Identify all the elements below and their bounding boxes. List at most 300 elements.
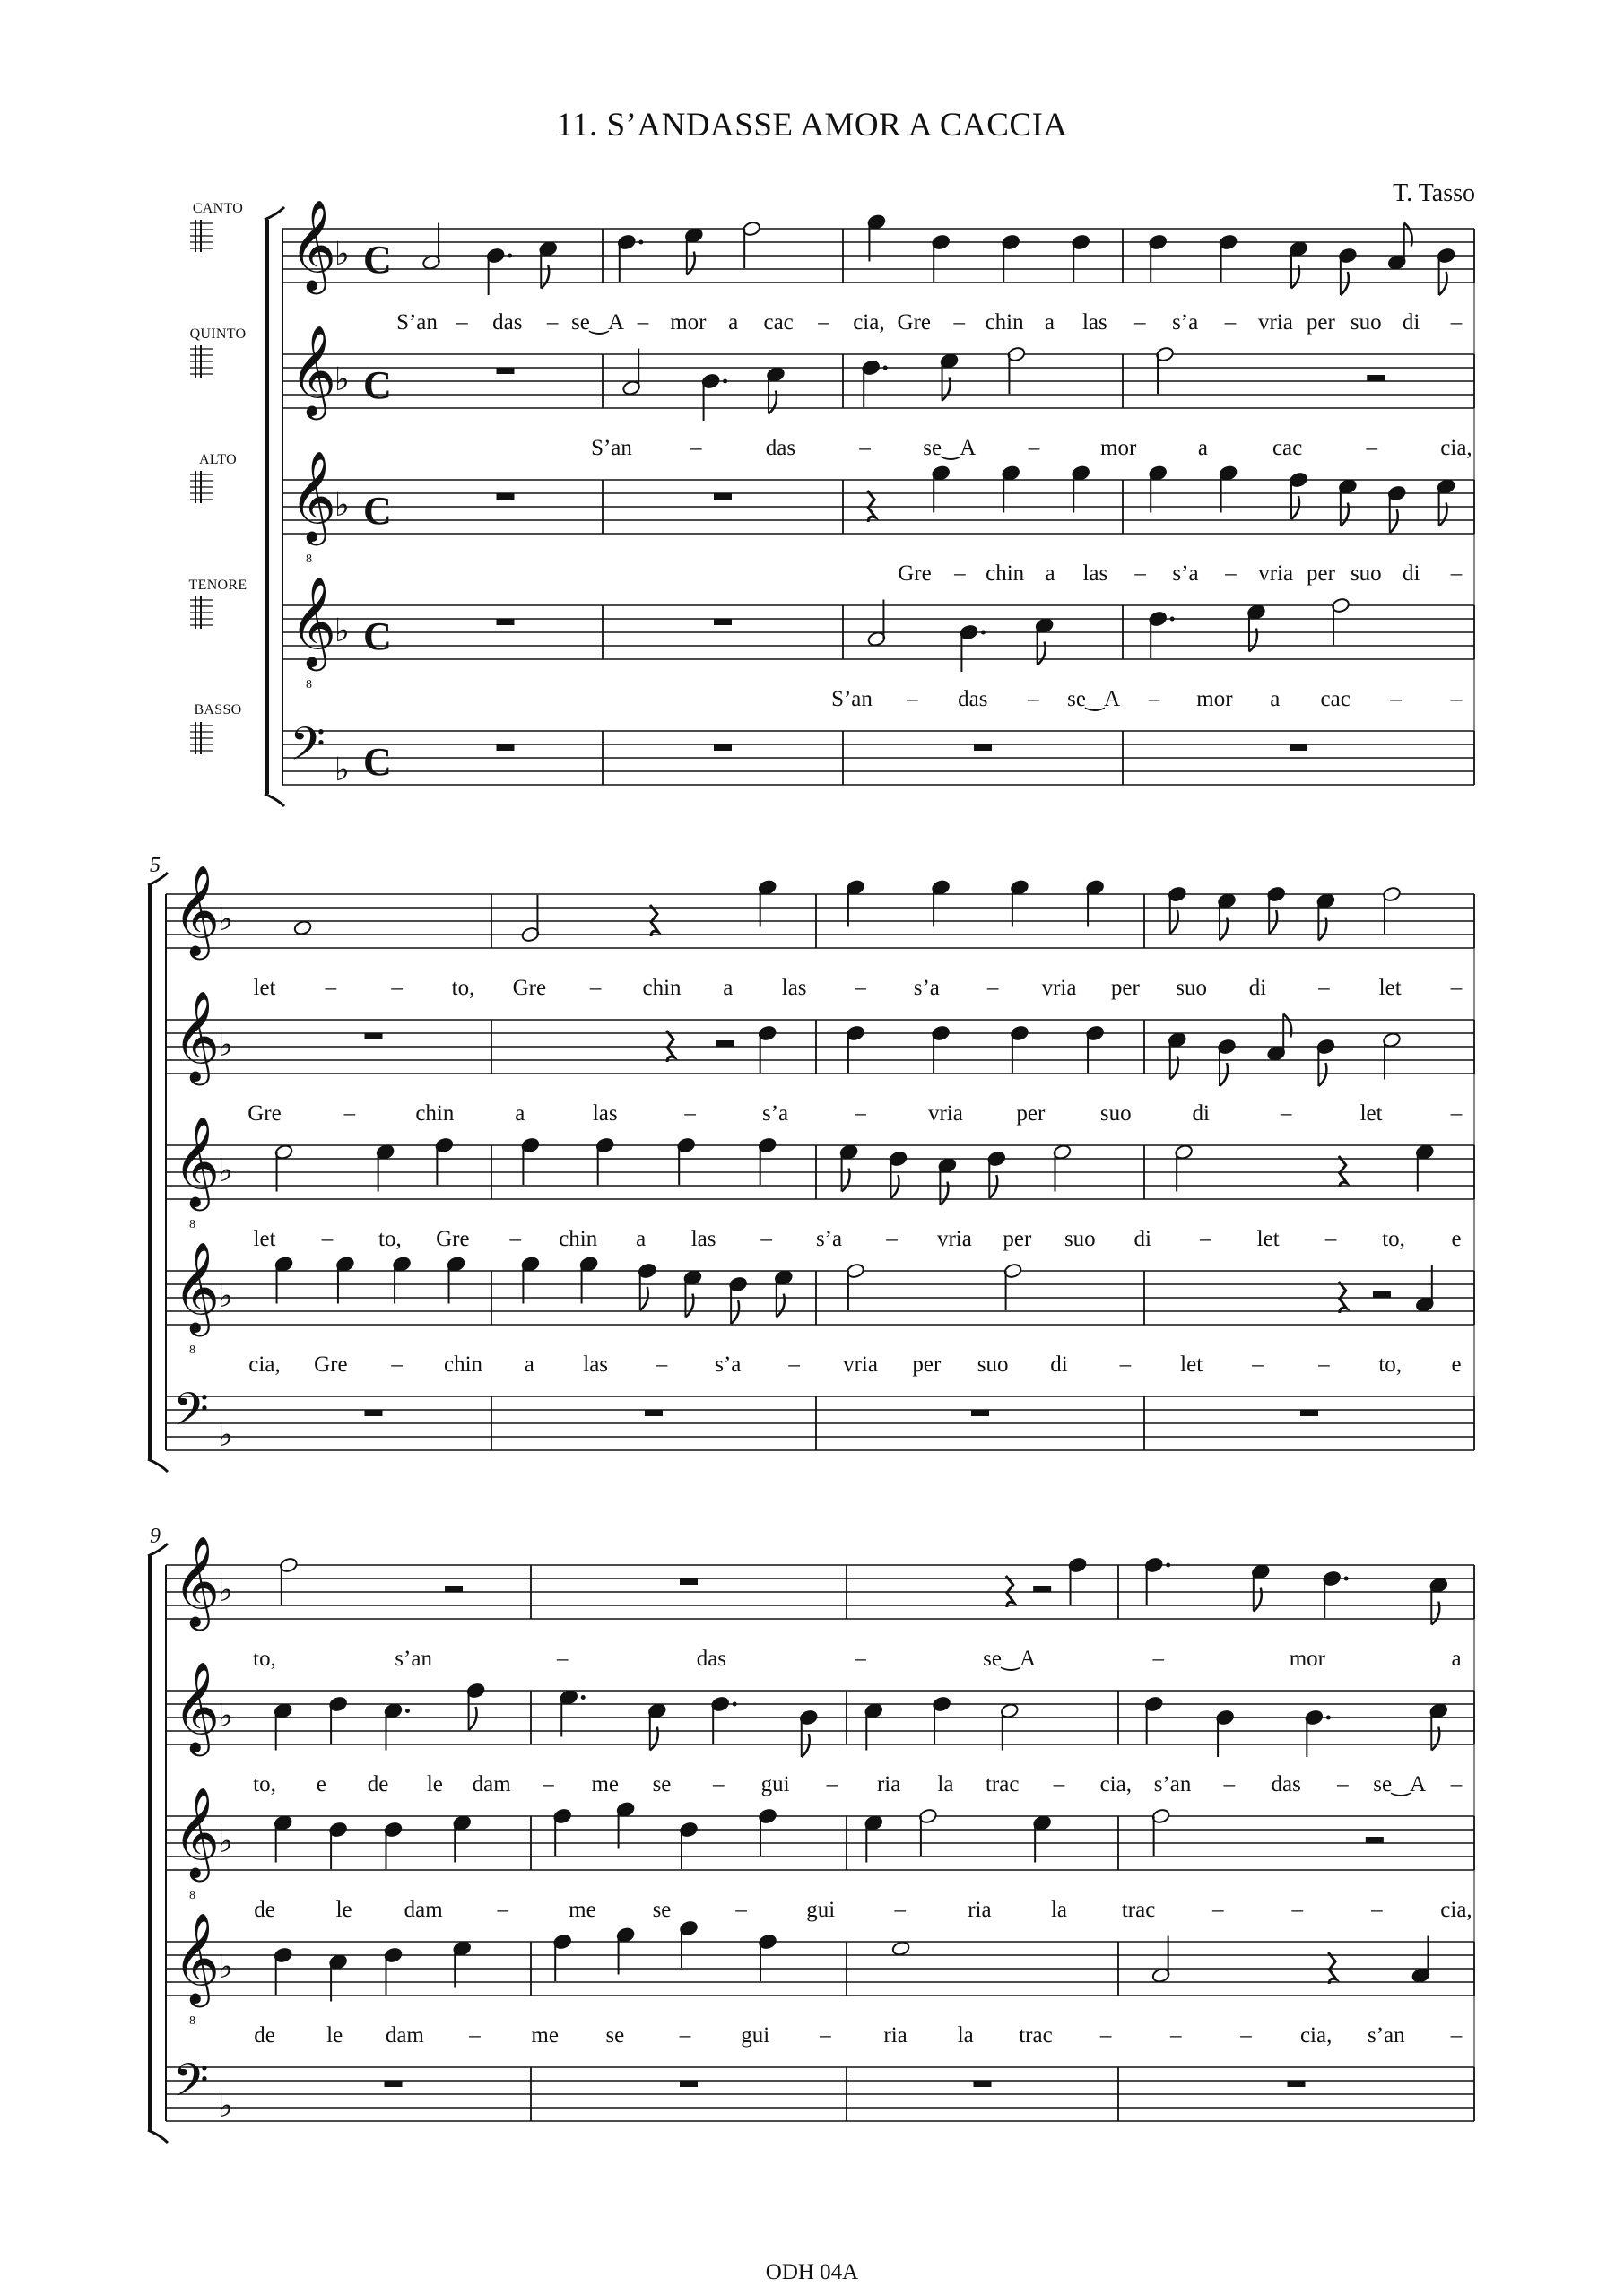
voice-label-basso: BASSO (194, 702, 242, 718)
lyric-syllable: dam (404, 1898, 443, 1922)
treble-clef-icon: 𝄞 (173, 1660, 221, 1752)
treble-clef-icon: 𝄞 (290, 198, 337, 291)
lyric-syllable: dam (472, 1772, 511, 1796)
lyric-syllable: de (254, 1898, 275, 1922)
lyric-syllable: das (765, 436, 796, 460)
lyric-syllable: se‿A (923, 436, 977, 460)
lyric-syllable: las (1082, 561, 1108, 586)
lyric-syllable: – (954, 561, 966, 586)
lyric-syllable: vria (1041, 976, 1077, 1000)
lyric-syllable: per (912, 1352, 942, 1377)
staff-canto (166, 1535, 1474, 1671)
lyric-syllable: per (1307, 561, 1335, 586)
bass-clef-icon: 𝄢 (173, 2053, 209, 2118)
note-flag (891, 1175, 899, 1198)
lyric-syllable: S’an (396, 310, 438, 335)
treble-clef-icon: 𝄞 (173, 864, 221, 956)
lyric-syllable: – (986, 976, 999, 1000)
rest-whole (497, 619, 515, 625)
lyric-syllable: – (713, 1772, 725, 1796)
lyric-syllable: – (1223, 1772, 1236, 1796)
lyric-syllable: s’a (715, 1352, 742, 1377)
flat-icon: ♭ (218, 1949, 233, 1986)
staff-quinto (166, 1660, 1474, 1796)
lyric-syllable: – (1211, 1898, 1224, 1922)
note-flag (1318, 1063, 1326, 1086)
lyric-syllable: – (735, 1898, 747, 1922)
lyric-syllable: cia, (248, 1352, 281, 1377)
staff-basso (166, 1382, 1474, 1454)
rest-whole (385, 2081, 403, 2087)
time-signature: C (363, 740, 392, 784)
lyric-syllable: let (1378, 976, 1402, 1000)
lyric-syllable: di (1133, 1227, 1151, 1251)
note-flag (802, 1734, 810, 1757)
treble-clef-icon: 𝄞 (173, 1786, 221, 1878)
lyric-syllable: se (652, 1772, 672, 1796)
lyric-syllable: das (696, 1647, 727, 1671)
lyric-syllable: a (1270, 687, 1281, 711)
lyric-syllable: – (1225, 561, 1237, 586)
lyric-syllable: let (1256, 1227, 1280, 1251)
lyric-syllable: – (469, 2023, 481, 2048)
lyric-syllable: suo (1064, 1227, 1096, 1251)
augmentation-dot (733, 1702, 737, 1707)
octave-mark: 8 (306, 678, 312, 691)
octave-mark: 8 (306, 552, 312, 566)
lyric-syllable: to, (451, 976, 475, 1000)
lyric-syllable: s’a (1172, 561, 1199, 586)
rest-whole (497, 493, 515, 500)
lyric-syllable: das (1271, 1772, 1301, 1796)
lyric-syllable: – (543, 1772, 554, 1796)
voice-label-quinto: QUINTO (189, 326, 247, 342)
rest-half (1033, 1586, 1051, 1592)
time-signature: C (363, 363, 392, 407)
lyric-syllable: – (1450, 1101, 1463, 1126)
lyric-syllable: s’a (815, 1227, 843, 1251)
lyric-syllable: trac (1019, 2023, 1053, 2048)
lyric-syllable: – (637, 310, 649, 335)
lyric-syllable: cia, (1440, 1898, 1472, 1922)
lyric-syllable: a (723, 976, 734, 1000)
flat-icon: ♭ (218, 1823, 233, 1860)
staff-tenore (166, 1240, 1474, 1377)
lyric-syllable: mor (1289, 1647, 1326, 1671)
lyric-syllable: let (1180, 1352, 1203, 1377)
incipit-tenore (190, 596, 213, 629)
note-flag (1341, 272, 1349, 295)
bracket-hook-bottom (148, 1459, 168, 1472)
lyric-syllable: das (958, 687, 988, 711)
page-title: 11. S’ANDASSE AMOR A CACCIA (556, 107, 1068, 144)
flat-icon: ♭ (218, 1417, 233, 1454)
lyric-syllable: s’a (1172, 310, 1199, 335)
flat-icon: ♭ (218, 1698, 233, 1735)
flat-icon: ♭ (334, 487, 350, 524)
lyric-syllable: – (1366, 436, 1378, 460)
lyric-syllable: let (253, 976, 276, 1000)
rest-whole (645, 1410, 663, 1416)
system-bracket (148, 1556, 152, 2130)
lyric-syllable: me (569, 1898, 596, 1922)
lyric-syllable: – (325, 976, 337, 1000)
flat-icon: ♭ (218, 2088, 233, 2125)
note-flag (469, 1707, 477, 1730)
lyric-syllable: chin (986, 561, 1025, 586)
lyric-syllable: la (957, 2023, 974, 2048)
flat-icon: ♭ (218, 901, 233, 938)
lyric-syllable: per (1306, 310, 1335, 335)
lyric-syllable: – (1224, 310, 1237, 335)
flat-icon: ♭ (218, 1278, 233, 1315)
staff-tenore (282, 575, 1474, 711)
time-signature: C (363, 238, 392, 282)
lyric-syllable: – (1148, 687, 1160, 711)
lyric-syllable: de (367, 1772, 389, 1796)
augmentation-dot (581, 1695, 586, 1700)
treble-clef-icon: 𝄞 (290, 449, 337, 542)
system-2 (148, 854, 1474, 1472)
flat-icon: ♭ (218, 1027, 233, 1064)
lyric-syllable: – (321, 1227, 334, 1251)
time-signature: C (363, 614, 392, 658)
octave-mark: 8 (189, 2014, 195, 2028)
lyric-syllable: S’an (831, 687, 873, 711)
lyric-syllable: se (605, 2023, 625, 2048)
rest-whole (497, 368, 515, 374)
incipit-canto (190, 220, 213, 252)
lyric-syllable: s’an (395, 1647, 432, 1671)
lyric-syllable: – (820, 2023, 831, 2048)
lyric-syllable: – (855, 1101, 866, 1126)
lyric-syllable: di (1402, 310, 1420, 335)
lyric-syllable: per (1016, 1101, 1046, 1126)
lyric-syllable: suo (1350, 310, 1382, 335)
staff-tenore (166, 1911, 1474, 2048)
lyric-syllable: – (953, 310, 965, 335)
lyric-syllable: chin (559, 1227, 598, 1251)
lyric-syllable: me (531, 2023, 559, 2048)
lyric-syllable: – (1252, 1352, 1264, 1377)
rest-half (716, 1040, 734, 1047)
note-flag (989, 1175, 997, 1198)
system-3 (148, 1525, 1474, 2143)
bracket-hook-top (265, 207, 284, 220)
lyric-syllable: a (1197, 436, 1208, 460)
note-head (293, 919, 312, 935)
lyric-syllable: – (656, 1352, 668, 1377)
lyric-syllable: e (1451, 1352, 1462, 1377)
rest-half (1366, 1837, 1384, 1843)
lyric-syllable: – (1450, 976, 1463, 1000)
rest-whole (714, 744, 732, 751)
lyric-syllable: – (855, 976, 866, 1000)
lyric-syllable: – (1390, 687, 1402, 711)
lyric-syllable: vria (1258, 561, 1294, 586)
lyric-syllable: – (1318, 976, 1330, 1000)
lyric-syllable: – (1450, 561, 1463, 586)
lyric-syllable: gui (741, 2023, 770, 2048)
lyric-syllable: a (1045, 561, 1055, 586)
treble-clef-icon: 𝄞 (290, 575, 337, 667)
lyric-syllable: – (1119, 1352, 1132, 1377)
lyric-syllable: de (254, 2023, 275, 2048)
lyric-syllable: s’an (1153, 1772, 1192, 1796)
lyric-syllable: – (497, 1898, 509, 1922)
bass-clef-icon: 𝄢 (290, 717, 326, 782)
augmentation-dot (1344, 1577, 1349, 1581)
lyric-syllable: – (557, 1647, 569, 1671)
lyric-syllable: a (1044, 310, 1055, 335)
lyric-syllable: la (937, 1772, 954, 1796)
lyric-syllable: trac (985, 1772, 1020, 1796)
lyric-syllable: vria (1257, 310, 1293, 335)
note-head (891, 1940, 910, 1956)
lyric-syllable: mor (1196, 687, 1233, 711)
note-flag (1269, 910, 1277, 934)
staff-quinto (282, 324, 1474, 460)
lyric-syllable: das (492, 310, 523, 335)
lyric-syllable: se‿A (571, 310, 625, 335)
treble-clef-icon: 𝄞 (173, 1115, 221, 1207)
lyric-syllable: – (391, 1352, 403, 1377)
rest-half (1373, 1292, 1391, 1298)
system-bracket (265, 220, 269, 794)
rest-half (1367, 375, 1385, 381)
staff-quinto (166, 989, 1474, 1126)
lyric-syllable: se‿A (983, 1647, 1037, 1671)
augmentation-dot (508, 254, 512, 258)
lyric-syllable: gui (760, 1772, 790, 1796)
lyric-syllable: gui (806, 1898, 836, 1922)
lyric-syllable: se‿A (1067, 687, 1121, 711)
lyric-syllable: ria (876, 1772, 901, 1796)
lyric-syllable: let (253, 1227, 276, 1251)
lyric-syllable: cia, (853, 310, 885, 335)
lyric-syllable: – (589, 976, 602, 1000)
lyric-syllable: – (1450, 2023, 1463, 2048)
lyric-syllable: – (907, 687, 918, 711)
staff-canto (166, 864, 1474, 1000)
lyric-syllable: – (788, 1352, 800, 1377)
lyric-syllable: Gre (898, 561, 932, 586)
lyric-syllable: cia, (1099, 1772, 1132, 1796)
lyric-syllable: a (636, 1227, 647, 1251)
bracket-hook-bottom (265, 794, 284, 806)
lyric-syllable: e (1451, 1227, 1462, 1251)
rest-whole (497, 744, 515, 751)
rest-whole (365, 1410, 383, 1416)
lyric-syllable: – (1450, 687, 1463, 711)
augmentation-dot (883, 366, 888, 370)
lyric-syllable: suo (1176, 976, 1208, 1000)
lyric-syllable: di (1050, 1352, 1068, 1377)
note-flag (1390, 509, 1398, 533)
lyric-syllable: chin (985, 310, 1024, 335)
lyric-syllable: – (894, 1898, 907, 1922)
rest-whole (1288, 2081, 1306, 2087)
augmentation-dot (405, 1709, 410, 1713)
rest-whole (680, 1578, 698, 1585)
lyric-syllable: mor (1100, 436, 1137, 460)
flat-icon: ♭ (218, 1572, 233, 1609)
lyric-syllable: e (316, 1772, 326, 1796)
lyric-syllable: cac (1272, 436, 1303, 460)
lyric-syllable: – (855, 1647, 866, 1671)
rest-whole (1300, 1410, 1318, 1416)
augmentation-dot (981, 631, 986, 635)
lyric-syllable: – (1291, 1898, 1304, 1922)
lyric-syllable: le (426, 1772, 443, 1796)
lyric-syllable: – (818, 310, 829, 335)
lyric-syllable: ria (968, 1898, 992, 1922)
flat-icon: ♭ (218, 1152, 233, 1189)
lyric-syllable: a (728, 310, 739, 335)
lyric-syllable: cia, (1440, 436, 1472, 460)
footer-code: ODH 04A (765, 2260, 859, 2284)
lyric-syllable: a (1451, 1647, 1462, 1671)
lyric-syllable: – (760, 1227, 772, 1251)
lyric-syllable: – (546, 310, 559, 335)
lyric-syllable: to, (1378, 1352, 1403, 1377)
lyric-syllable: – (391, 976, 403, 1000)
lyric-syllable: per (1003, 1227, 1032, 1251)
treble-clef-icon: 𝄞 (173, 989, 221, 1082)
lyric-syllable: – (1170, 2023, 1182, 2048)
incipit-alto (190, 471, 213, 503)
lyric-syllable: – (1134, 561, 1146, 586)
lyric-syllable: las (690, 1227, 716, 1251)
lyric-syllable: s’a (913, 976, 940, 1000)
lyric-syllable: cac (763, 310, 794, 335)
rest-whole (680, 2081, 698, 2087)
lyric-syllable: chin (443, 1352, 483, 1377)
note-flag (1439, 272, 1447, 295)
voice-label-tenore: TENORE (188, 578, 248, 593)
lyric-syllable: – (1240, 2023, 1252, 2048)
lyric-syllable: – (886, 1227, 898, 1251)
measure-number: 5 (150, 854, 161, 877)
lyric-syllable: a (524, 1352, 534, 1377)
lyric-syllable: trac (1121, 1898, 1156, 1922)
lyric-syllable: – (826, 1772, 838, 1796)
incipit-basso (190, 722, 213, 754)
note-flag (1170, 910, 1178, 934)
rest-whole (714, 493, 732, 500)
lyric-syllable: Gre (897, 310, 932, 335)
lyric-syllable: suo (1350, 561, 1382, 586)
octave-mark: 8 (189, 1889, 195, 1902)
augmentation-dot (723, 379, 727, 384)
lyric-syllable: se‿A (1373, 1772, 1427, 1796)
lyric-syllable: s’an (1367, 2023, 1405, 2048)
lyric-syllable: – (679, 2023, 691, 2048)
lyric-syllable: suo (977, 1352, 1009, 1377)
rest-whole (974, 744, 992, 751)
lyric-syllable: – (1053, 1772, 1065, 1796)
lyric-syllable: Gre (314, 1352, 348, 1377)
staff-canto (282, 198, 1474, 335)
lyric-syllable: – (1337, 1772, 1349, 1796)
lyric-syllable: – (690, 436, 702, 460)
lyric-syllable: cac (1320, 687, 1350, 711)
note-flag (1220, 1063, 1228, 1086)
rest-whole (971, 1410, 989, 1416)
treble-clef-icon: 𝄞 (173, 1535, 221, 1627)
lyric-syllable: las (592, 1101, 618, 1126)
lyric-syllable: to, (1382, 1227, 1405, 1251)
lyric-syllable: to, (253, 1772, 276, 1796)
rest-whole (1290, 744, 1307, 751)
lyric-syllable: las (1081, 310, 1107, 335)
lyric-syllable: di (1402, 561, 1420, 586)
bracket-hook-bottom (148, 2130, 168, 2143)
lyric-syllable: Gre (512, 976, 547, 1000)
rest-whole (974, 2081, 992, 2087)
lyric-syllable: mor (670, 310, 707, 335)
lyric-syllable: di (1248, 976, 1267, 1000)
lyric-syllable: – (1371, 1898, 1383, 1922)
augmentation-dot (638, 240, 643, 245)
lyric-syllable: – (509, 1227, 522, 1251)
lyric-syllable: chin (415, 1101, 455, 1126)
octave-mark: 8 (189, 1344, 195, 1357)
flat-icon: ♭ (334, 752, 350, 788)
lyric-syllable: le (326, 2023, 343, 2048)
voice-label-alto: ALTO (198, 452, 238, 467)
lyric-syllable: a (515, 1101, 525, 1126)
voice-label-canto: CANTO (192, 201, 244, 216)
staff-basso (166, 2053, 1474, 2125)
staff-alto (166, 1786, 1474, 1922)
lyric-syllable: – (343, 1101, 356, 1126)
augmentation-dot (1166, 1563, 1170, 1568)
flat-icon: ♭ (334, 236, 350, 273)
staff-basso (282, 717, 1474, 788)
lyric-syllable: – (684, 1101, 696, 1126)
time-signature: C (363, 489, 392, 533)
lyric-syllable: se (652, 1898, 672, 1922)
lyric-syllable: – (1152, 1647, 1164, 1671)
lyric-syllable: – (1134, 310, 1146, 335)
lyric-syllable: – (1027, 687, 1039, 711)
lyric-syllable: to, (378, 1227, 402, 1251)
note-flag (640, 1287, 648, 1310)
lyric-syllable: let (1359, 1101, 1383, 1126)
lyric-syllable: di (1192, 1101, 1210, 1126)
flat-icon: ♭ (334, 613, 350, 649)
augmentation-dot (1326, 1716, 1331, 1720)
note-flag (1291, 496, 1299, 519)
lyric-syllable: vria (927, 1101, 963, 1126)
rest-whole (714, 619, 732, 625)
lyric-syllable: per (1110, 976, 1140, 1000)
bass-clef-icon: 𝄢 (173, 1382, 209, 1448)
lyric-syllable: – (456, 310, 468, 335)
lyric-syllable: la (1050, 1898, 1068, 1922)
incipit-quinto (190, 345, 213, 378)
staff-alto (166, 1115, 1474, 1251)
lyric-syllable: Gre (248, 1101, 282, 1126)
treble-clef-icon: 𝄞 (173, 1911, 221, 2004)
lyric-syllable: cia, (1299, 2023, 1333, 2048)
lyric-syllable: chin (642, 976, 682, 1000)
lyric-syllable: – (1280, 1101, 1292, 1126)
lyric-syllable: – (1450, 1772, 1463, 1796)
system-1 (265, 198, 1474, 806)
lyric-syllable: ria (883, 2023, 908, 2048)
